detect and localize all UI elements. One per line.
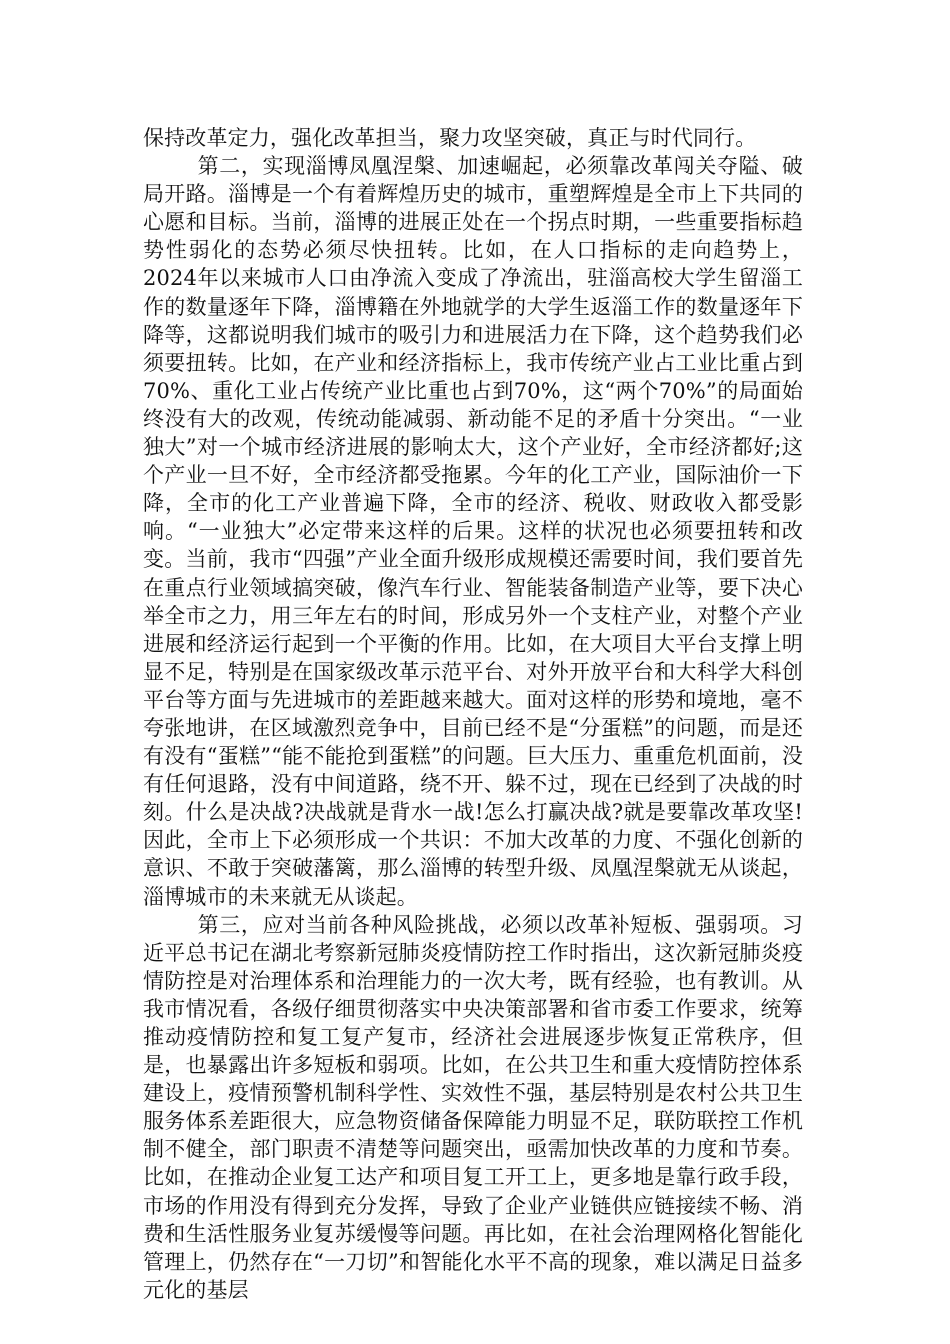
paragraph-third-point: 第三，应对当前各种风险挑战，必须以改革补短板、强弱项。习近平总书记在湖北考察新冠肺炎疫情防控工作时指出，这次新冠肺炎疫情防控是对治理体系和治理能力的一次大考，既有经验，也有教训。从我市情况看，各级仔细贯彻落实中央决策部署和省市委工作要求，统筹推动疫情防控和复工复产复市，经济社会进展逐步恢复正常秩序，但是，也暴露出许多短板和弱项。比如，在公共卫生和重大疫情防控体系建设上，疫情预警机制科学性、实效性不强，基层特别是农村公共卫生服务体系差距很大，应急物资储备保障能力明显不足，联防联控工作机制不健全，部门职责不清楚等问题突出，亟需加快改革的力度和节奏。比如，在推动企业复工达产和项目复工开工上，更多地是靠行政手段，市场的作用没有得到充分发挥，导致了企业产业链供应链接续不畅、消费和生活性服务业复苏缓慢等问题。再比如，在社会治理网格化智能化管理上，仍然存在“一刀切”和智能化水平不高的现象，难以满足日益多元化的基层 (143, 912, 803, 1302)
paragraph-second-point: 第二，实现淄博凤凰涅槃、加速崛起，必须靠改革闯关夺隘、破局开路。淄博是一个有着辉煌历史的城市，重塑辉煌是全市上下共同的心愿和目标。当前，淄博的进展正处在一个拐点时期，一些重要指标趋势性弱化的态势必须尽快扭转。比如，在人口指标的走向趋势上，2024年以来城市人口由净流入变成了净流出，驻淄高校大学生留淄工作的数量逐年下降，淄博籍在外地就学的大学生返淄工作的数量逐年下降等，这都说明我们城市的吸引力和进展活力在下降，这个趋势我们必须要扭转。比如，在产业和经济指标上，我市传统产业占工业比重占到70%、重化工业占传统产业比重也占到70%，这“两个70%”的局面始终没有大的改观，传统动能减弱、新动能不足的矛盾十分突出。“一业独大”对一个城市经济进展的影响太大，这个产业好，全市经济都好;这个产业一旦不好，全市经济都受拖累。今年的化工产业，国际油价一下降，全市的化工产业普遍下降，全市的经济、税收、财政收入都受影响。“一业独大”必定带来这样的后果。这样的状况也必须要扭转和改变。当前，我市“四强”产业全面升级形成规模还需要时间，我们要首先在重点行业领域搞突破，像汽车行业、智能装备制造产业等，要下决心举全市之力，用三年左右的时间，形成另外一个支柱产业，对整个产业进展和经济运行起到一个平衡的作用。比如，在大项目大平台支撑上明显不足，特别是在国家级改革示范平台、对外开放平台和大科学大科创平台等方面与先进城市的差距越来越大。面对这样的形势和境地，毫不夸张地讲，在区域激烈竞争中，目前已经不是“分蛋糕”的问题，而是还有没有“蛋糕”“能不能抢到蛋糕”的问题。巨大压力、重重危机面前，没有任何退路，没有中间道路，绕不开、躲不过，现在已经到了决战的时刻。什么是决战?决战就是背水一战!怎么打赢决战?就是要靠改革攻坚!因此，全市上下必须形成一个共识：不加大改革的力度、不强化创新的意识、不敢于突破藩篱，那么淄博的转型升级、凤凰涅槃就无从谈起，淄博城市的未来就无从谈起。 (143, 154, 803, 909)
paragraph-continuation: 保持改革定力，强化改革担当，聚力攻坚突破，真正与时代同行。 (143, 126, 757, 150)
document-body (143, 124, 803, 1304)
